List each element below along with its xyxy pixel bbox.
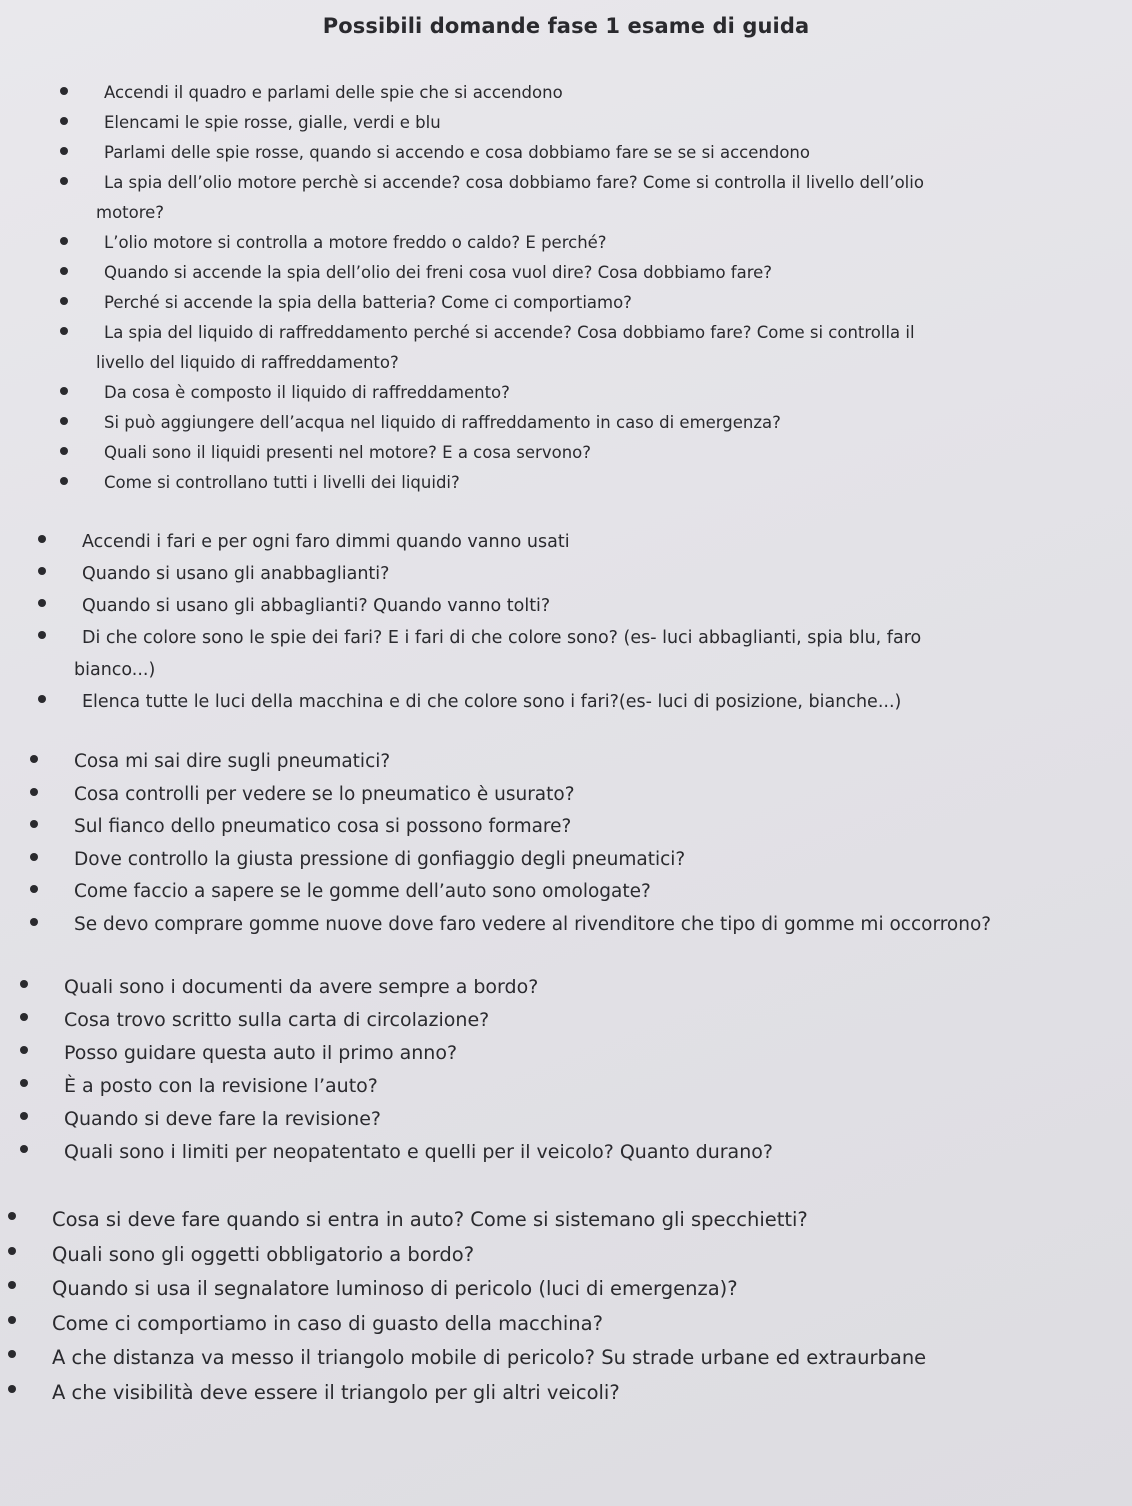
list-item-text: Se devo comprare gomme nuove dove faro vedere al rivenditore che tipo di gomme mi occorrono? xyxy=(74,913,992,935)
section-safety xyxy=(0,1203,1132,1410)
list-item xyxy=(30,746,1126,779)
bullet-icon xyxy=(8,1385,16,1393)
bullet-icon xyxy=(60,117,68,125)
bullet-icon xyxy=(30,885,38,893)
list-item xyxy=(20,1004,1122,1037)
list-item xyxy=(20,1103,1122,1136)
list-item-text: Quando si usano gli anabbaglianti? xyxy=(82,564,390,584)
list-item xyxy=(38,558,1114,590)
list-item-text: Quali sono gli oggetti obbligatorio a bordo? xyxy=(52,1242,475,1266)
bullet-icon xyxy=(60,477,68,485)
list-item-text: Quando si accende la spia dell’olio dei freni cosa vuol dire? Cosa dobbiamo fare? xyxy=(104,263,773,282)
list-item-text xyxy=(96,318,1118,378)
list-item xyxy=(60,288,1118,318)
list-item-text: Si può aggiungere dell’acqua nel liquido di raffreddamento in caso di emergenza? xyxy=(104,413,781,432)
bullet-icon xyxy=(20,1112,28,1120)
list-item-text: Cosa mi sai dire sugli pneumatici? xyxy=(74,751,391,772)
list-item xyxy=(8,1203,1122,1238)
list-item xyxy=(8,1376,1122,1411)
list-item-line: La spia del liquido di raffreddamento perché si accende? Cosa dobbiamo fare? Come si controlla il xyxy=(104,323,915,342)
list-item xyxy=(20,1070,1122,1103)
page-title: Possibili domande fase 1 esame di guida xyxy=(322,14,810,38)
bullet-icon xyxy=(8,1212,16,1220)
bullet-icon xyxy=(60,147,68,155)
list-item xyxy=(60,78,1118,108)
list-item xyxy=(20,971,1122,1004)
list-item-text: Elenca tutte le luci della macchina e di che colore sono i fari?(es- luci di posizione, bianche...) xyxy=(82,692,902,712)
list-item xyxy=(60,138,1118,168)
list-item xyxy=(38,686,1114,718)
list-item-continuation: motore? xyxy=(96,203,165,222)
list-item xyxy=(30,779,1126,812)
list-item-text: Parlami delle spie rosse, quando si accendo e cosa dobbiamo fare se se si accendono xyxy=(104,143,810,162)
list-item-text: È a posto con la revisione l’auto? xyxy=(64,1075,378,1097)
bullet-icon xyxy=(60,387,68,395)
list-item xyxy=(60,468,1118,498)
list-item-text xyxy=(74,622,1114,686)
list-item xyxy=(60,378,1118,408)
bullet-icon xyxy=(30,853,38,861)
bullet-icon xyxy=(60,177,68,185)
bullet-icon xyxy=(60,267,68,275)
bullet-icon xyxy=(30,918,38,926)
bullet-icon xyxy=(38,695,46,703)
list-item xyxy=(60,318,1118,378)
bullet-icon xyxy=(60,417,68,425)
list-item xyxy=(38,622,1114,686)
list-item-text: Quali sono i limiti per neopatentato e quelli per il veicolo? Quanto durano? xyxy=(64,1141,773,1163)
list-item xyxy=(8,1341,1122,1376)
list-item-text: Quando si deve fare la revisione? xyxy=(64,1108,381,1130)
list-item-text: A che distanza va messo il triangolo mobile di pericolo? Su strade urbane ed extraurbane xyxy=(52,1346,927,1369)
list-item xyxy=(8,1307,1122,1342)
list-item xyxy=(38,526,1114,558)
list-item-continuation: livello del liquido di raffreddamento? xyxy=(96,353,399,372)
list-item xyxy=(20,1037,1122,1070)
bullet-icon xyxy=(20,1013,28,1021)
bullet-icon xyxy=(20,1046,28,1054)
list-item-text: Come ci comportiamo in caso di guasto della macchina? xyxy=(52,1311,603,1335)
list-item-text: Sul fianco dello pneumatico cosa si possono formare? xyxy=(74,816,572,837)
list-item-text xyxy=(96,168,1118,228)
list-item-text: Accendi il quadro e parlami delle spie che si accendono xyxy=(104,83,563,102)
bullet-icon xyxy=(8,1281,16,1289)
list-item-text: Come si controllano tutti i livelli dei liquidi? xyxy=(104,473,460,492)
list-item-text: Quando si usa il segnalatore luminoso di pericolo (luci di emergenza)? xyxy=(52,1277,738,1300)
bullet-icon xyxy=(20,980,28,988)
list-item xyxy=(30,876,1126,909)
list-item xyxy=(60,438,1118,468)
list-item xyxy=(38,590,1114,622)
list-item-text: Quando si usano gli abbaglianti? Quando vanno tolti? xyxy=(82,596,551,616)
list-item-text: Cosa trovo scritto sulla carta di circolazione? xyxy=(64,1009,490,1031)
list-item-text: Dove controllo la giusta pressione di gonfiaggio degli pneumatici? xyxy=(74,848,686,870)
list-item-text: Elencami le spie rosse, gialle, verdi e blu xyxy=(104,113,441,132)
bullet-icon xyxy=(60,447,68,455)
list-item-text: Cosa controlli per vedere se lo pneumatico è usurato? xyxy=(74,783,575,805)
bullet-icon xyxy=(38,567,46,575)
bullet-icon xyxy=(30,755,38,763)
bullet-icon xyxy=(38,535,46,543)
list-item-text: Cosa si deve fare quando si entra in auto? Come si sistemano gli specchietti? xyxy=(52,1208,808,1231)
bullet-icon xyxy=(8,1316,16,1324)
section-dashboard-lights xyxy=(0,78,1132,498)
bullet-icon xyxy=(30,788,38,796)
bullet-icon xyxy=(8,1247,16,1255)
bullet-icon xyxy=(20,1145,28,1153)
list-item-text: Perché si accende la spia della batteria? Come ci comportiamo? xyxy=(104,293,632,312)
list-item-line: La spia dell’olio motore perchè si accende? cosa dobbiamo fare? Come si controlla il livello dell’olio xyxy=(104,173,924,192)
section-tyres xyxy=(0,746,1132,941)
list-item-text: Quali sono i documenti da avere sempre a bordo? xyxy=(64,976,539,998)
bullet-icon xyxy=(8,1350,16,1358)
list-item xyxy=(30,909,1126,942)
bullet-icon xyxy=(20,1079,28,1087)
list-item xyxy=(8,1238,1122,1273)
list-item xyxy=(60,228,1118,258)
list-item-text: Accendi i fari e per ogni faro dimmi quando vanno usati xyxy=(82,532,570,552)
list-item xyxy=(60,408,1118,438)
list-item xyxy=(30,811,1126,844)
bullet-icon xyxy=(60,237,68,245)
list-item-continuation: bianco...) xyxy=(74,660,156,680)
bullet-icon xyxy=(60,87,68,95)
list-item-text: L’olio motore si controlla a motore freddo o caldo? E perché? xyxy=(104,233,607,252)
list-item xyxy=(60,108,1118,138)
list-item xyxy=(60,258,1118,288)
bullet-icon xyxy=(38,599,46,607)
bullet-icon xyxy=(60,297,68,305)
list-item xyxy=(30,844,1126,877)
list-item xyxy=(8,1272,1122,1307)
bullet-icon xyxy=(30,820,38,828)
bullet-icon xyxy=(60,327,68,335)
list-item xyxy=(20,1136,1122,1169)
list-item xyxy=(60,168,1118,228)
list-item-text: Quali sono il liquidi presenti nel motore? E a cosa servono? xyxy=(104,443,591,462)
list-item-text: Posso guidare questa auto il primo anno? xyxy=(64,1042,458,1064)
bullet-icon xyxy=(38,631,46,639)
list-item-text: Da cosa è composto il liquido di raffreddamento? xyxy=(104,383,510,402)
list-item-text: A che visibilità deve essere il triangolo per gli altri veicoli? xyxy=(52,1380,620,1404)
list-item-line: Di che colore sono le spie dei fari? E i fari di che colore sono? (es- luci abbaglianti, spia blu, faro xyxy=(82,628,922,648)
list-item-text: Come faccio a sapere se le gomme dell’auto sono omologate? xyxy=(74,881,651,902)
section-headlights xyxy=(0,526,1132,718)
section-documents xyxy=(0,971,1132,1169)
